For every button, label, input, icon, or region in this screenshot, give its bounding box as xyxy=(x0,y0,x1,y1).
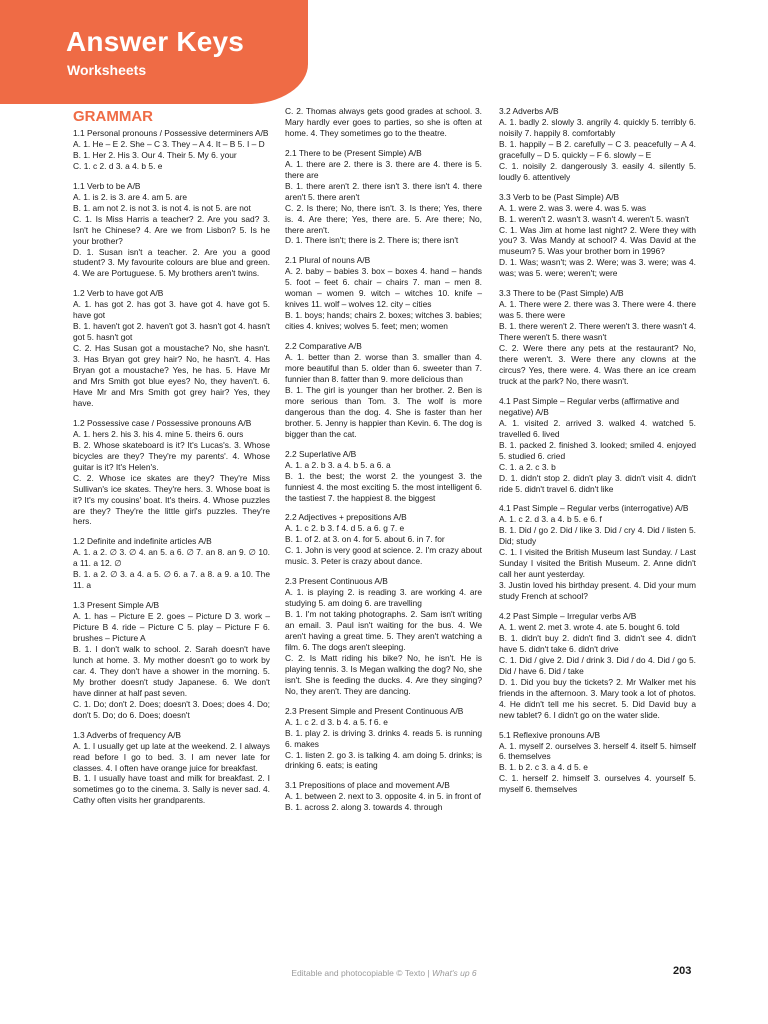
answer-line: B. 1. I don't walk to school. 2. Sarah doesn't have lunch at home. 3. My mother doesn't go to work by car. 4. They don't have a shower in the morning. 5. My brother doesn't study Japanese. 6. We don't have dinner at half past seven. xyxy=(73,643,270,698)
answer-line: A. 1. is 2. is 3. are 4. am 5. are xyxy=(73,191,188,202)
answer-line: C. 1. Is Miss Harris a teacher? 2. Are you sad? 3. Isn't he Chinese? 4. Are we from Lisbon? 5. Is he your brother? xyxy=(73,213,270,246)
answer-block xyxy=(499,730,696,796)
answer-block-title: 1.3 Present Simple A/B xyxy=(73,600,160,611)
answer-block xyxy=(499,396,696,495)
answer-line: B. 1. Her 2. His 3. Our 4. Their 5. My 6. your xyxy=(73,149,237,160)
answer-line: C. 1. Do; don't 2. Does; doesn't 3. Does; does 4. Do; don't 5. Do; do 6. Does; doesn't xyxy=(73,698,270,720)
answer-line: A. 1. has got 2. has got 3. have got 4. have got 5. have got xyxy=(73,299,270,321)
answer-block-title: 2.3 Present Continuous A/B xyxy=(285,576,388,587)
answer-block-title: 3.1 Prepositions of place and movement A/B xyxy=(285,780,450,791)
header-banner xyxy=(0,0,308,104)
column-1 xyxy=(73,108,270,815)
answer-line: A. 1. is playing 2. is reading 3. are working 4. are studying 5. am doing 6. are travelling xyxy=(285,587,482,609)
column-2 xyxy=(285,106,482,822)
answer-line: A. 1. a 2. ∅ 3. ∅ 4. an 5. a 6. ∅ 7. an 8. an 9. ∅ 10. a 11. a 12. ∅ xyxy=(73,547,270,569)
answer-block-title: 3.3 There to be (Past Simple) A/B xyxy=(499,288,624,299)
answer-line: B. 1. I usually have toast and milk for breakfast. 2. I sometimes go to the cinema. 3. Sally is never sad. 4. Cathy often visits her grandparents. xyxy=(73,773,270,806)
answer-line: C. 1. noisily 2. dangerously 3. easily 4. silently 5. loudly 6. attentively xyxy=(499,160,696,182)
answer-line: B. 1. b 2. c 3. a 4. d 5. e xyxy=(499,762,588,773)
answer-block-title: 2.1 There to be (Present Simple) A/B xyxy=(285,147,422,158)
answer-block xyxy=(73,600,270,720)
page-subtitle: Worksheets xyxy=(67,62,147,78)
answer-block-title: 3.3 Verb to be (Past Simple) A/B xyxy=(499,191,620,202)
answer-block xyxy=(499,503,696,602)
answer-line: D. 1. Did you buy the tickets? 2. Mr Walker met his friends in the afternoon. 3. Mary took a lot of photos. 4. He didn't tell me his secret. 5. Did David buy a new tablet? 6. I didn't go on the water slide. xyxy=(499,676,696,720)
answer-line: B. 1. am not 2. is not 3. is not 4. is not 5. are not xyxy=(73,202,251,213)
answer-block xyxy=(73,128,270,172)
answer-line: C. 1. herself 2. himself 3. ourselves 4. yourself 5. myself 6. themselves xyxy=(499,773,696,795)
answer-line: A. 1. visited 2. arrived 3. walked 4. watched 5. travelled 6. lived xyxy=(499,417,696,439)
answer-line: A. 2. baby – babies 3. box – boxes 4. hand – hands 5. foot – feet 6. chair – chairs 7. man – men 8. woman – women 9. witch – witches 10. knife – knives 11. wolf – wolves 12. city – cities xyxy=(285,266,482,310)
answer-line: D. 1. Susan isn't a teacher. 2. Are you a good student? 3. My favourite colours are blue and green. 4. We are Portuguese. 5. My brothers aren't twins. xyxy=(73,246,270,279)
answer-block-title: 2.2 Superlative A/B xyxy=(285,448,357,459)
page-number: 203 xyxy=(673,965,692,977)
answer-line: C. 2. Is there; No, there isn't. 3. Is there; Yes, there is. 4. Are there; Yes, there are. 5. Are there; No, there aren't. xyxy=(285,202,482,235)
answer-line: C. 1. c 2. d 3. a 4. b 5. e xyxy=(73,160,163,171)
column-3 xyxy=(499,106,696,804)
answer-block xyxy=(499,106,696,183)
answer-line: A. 1. c 2. b 3. f 4. d 5. a 6. g 7. e xyxy=(285,523,405,534)
answer-line: A. 1. were 2. was 3. were 4. was 5. was xyxy=(499,202,647,213)
answer-block xyxy=(73,288,270,408)
answer-block-title: 1.3 Adverbs of frequency A/B xyxy=(73,729,182,740)
answer-line: C. 1. Was Jim at home last night? 2. Were they with you? 3. Was Mandy at school? 4. Was David at the museum? 5. Was your brother born in 1996? xyxy=(499,224,696,257)
answer-line: C. 1. Did / give 2. Did / drink 3. Did / do 4. Did / go 5. Did / have 6. Did / take xyxy=(499,654,696,676)
answer-line: C. 1. a 2. c 3. b xyxy=(499,461,556,472)
answer-block-title: 1.1 Personal pronouns / Possessive determiners A/B xyxy=(73,128,269,138)
answer-block-title: 4.1 Past Simple – Regular verbs (interrogative) A/B xyxy=(499,503,689,514)
answer-block xyxy=(285,106,482,139)
answer-line: A. 1. has – Picture E 2. goes – Picture D 3. work – Picture B 4. ride – Picture C 5. play – Picture F 6. brushes – Picture A xyxy=(73,611,270,644)
answer-block-title: 2.2 Comparative A/B xyxy=(285,341,362,352)
answer-line: B. 1. there weren't 2. There weren't 3. there wasn't 4. There weren't 5. there wasn't xyxy=(499,321,696,343)
answer-block xyxy=(499,192,696,280)
footer-book-title: What's up 6 xyxy=(432,968,477,978)
answer-line: B. 1. I'm not taking photographs. 2. Sam isn't writing an email. 3. Paul isn't waiting for the bus. 4. We aren't having a great time. 5. They aren't watching a film. 6. The dogs aren't sleeping. xyxy=(285,609,482,652)
answer-line: C. 1. listen 2. go 3. is talking 4. am doing 5. drinks; is drinking 6. eats; is eating xyxy=(285,749,482,771)
answer-line: C. 2. Thomas always gets good grades at school. 3. Mary hardly ever goes to parties, so she is often at home. 4. They sometimes go to the theatre. xyxy=(285,106,482,138)
answer-line: A. 1. a 2. b 3. a 4. b 5. a 6. a xyxy=(285,459,391,470)
answer-line: B. 1. packed 2. finished 3. looked; smiled 4. enjoyed 5. studied 6. cried xyxy=(499,439,696,461)
answer-line: B. 1. haven't got 2. haven't got 3. hasn't got 4. hasn't got 5. hasn't got xyxy=(73,321,270,343)
answer-line: C. 2. Has Susan got a moustache? No, she hasn't. 3. Has Bryan got grey hair? No, he hasn't. 4. Has Bryan got a moustache? Yes, he has. 5. Have Mr and Mrs Smith got blue eyes? No, they haven't. 6. Have Mr and Mrs Smith got grey hair? Yes, they have. xyxy=(73,343,270,408)
answer-line: C. 1. John is very good at science. 2. I'm crazy about music. 3. Peter is crazy about dance. xyxy=(285,545,482,567)
answer-line: A. 1. c 2. d 3. a 4. b 5. e 6. f xyxy=(499,514,602,525)
answer-block xyxy=(73,181,270,280)
section-title: GRAMMAR xyxy=(73,108,153,125)
answer-line: B. 2. Whose skateboard is it? It's Lucas's. 3. Whose bicycles are they? They're my parents'. 4. Whose guitar is it? It's Helen's. xyxy=(73,439,270,472)
answer-block xyxy=(285,706,482,772)
answer-block xyxy=(285,449,482,504)
answer-line: B. 1. the best; the worst 2. the youngest 3. the funniest 4. the most exciting 5. the most intelligent 6. the tastiest 7. the happiest 8. the biggest xyxy=(285,470,482,503)
answer-line: 3. Justin loved his birthday present. 4. Did your mum study French at school? xyxy=(499,580,696,602)
footer xyxy=(0,968,768,978)
answer-block xyxy=(285,512,482,567)
answer-line: D. 1. There isn't; there is 2. There is; there isn't xyxy=(285,235,459,246)
answer-block xyxy=(285,576,482,696)
answer-block xyxy=(499,611,696,721)
answer-block-title: 3.2 Adverbs A/B xyxy=(499,106,559,116)
answer-block-title: 2.1 Plural of nouns A/B xyxy=(285,255,371,266)
answer-block-title: 1.2 Verb to have got A/B xyxy=(73,288,164,299)
answer-line: A. 1. I usually get up late at the weekend. 2. I always read before I go to bed. 3. I am never late for classes. 4. I often have orange juice for breakfast. xyxy=(73,740,270,773)
answer-line: A. 1. myself 2. ourselves 3. herself 4. itself 5. himself 6. themselves xyxy=(499,740,696,762)
answer-line: C. 2. Whose ice skates are they? They're Miss Sullivan's ice skates. They're hers. 3. Whose boat is it? It's my cousins' boat. It's theirs. 4. Whose puzzles are they? They're the little girl's puzzles. They're hers. xyxy=(73,472,270,527)
answer-line: B. 1. The girl is younger than her brother. 2. Ben is more serious than Tom. 3. The wolf is more dangerous than the dog. 4. She is faster than her brother. 5. Jenny is happier than Kevin. 6. The dog is bigger than the cat. xyxy=(285,384,482,439)
answer-block-title: 1.1 Verb to be A/B xyxy=(73,180,141,191)
answer-line: B. 1. happily – B 2. carefully – C 3. peacefully – A 4. gracefully – D 5. quickly – F 6. slowly – E xyxy=(499,138,696,160)
answer-line: A. 1. There were 2. there was 3. There were 4. there was 5. there were xyxy=(499,299,696,321)
answer-line: C. 2. Were there any pets at the restaurant? No, there weren't. 3. Were there any clowns at the circus? Yes, there were. 4. Was there an ice cream truck at the park? No, there wasn't. xyxy=(499,343,696,386)
answer-line: A. 1. better than 2. worse than 3. smaller than 4. more beautiful than 5. older than 6. sweeter than 7. funnier than 8. fatter than 9. more delicious than xyxy=(285,352,482,384)
answer-block-title: 4.1 Past Simple – Regular verbs (affirmative and negative) A/B xyxy=(499,395,679,417)
footer-separator: | xyxy=(427,968,430,978)
answer-line: B. 1. there aren't 2. there isn't 3. there isn't 4. there aren't 5. there aren't xyxy=(285,180,482,202)
answer-line: B. 1. Did / go 2. Did / like 3. Did / cry 4. Did / listen 5. Did; study xyxy=(499,525,696,547)
answer-block xyxy=(285,780,482,813)
footer-copyright: Editable and photocopiable © Texto xyxy=(291,968,426,978)
answer-block-title: 1.2 Possessive case / Possessive pronouns A/B xyxy=(73,417,252,428)
answer-line: B. 1. of 2. at 3. on 4. for 5. about 6. in 7. for xyxy=(285,534,445,545)
answer-line: A. 1. He – E 2. She – C 3. They – A 4. It – B 5. I – D xyxy=(73,138,265,149)
answer-line: B. 1. across 2. along 3. towards 4. through xyxy=(285,802,443,813)
answer-line: A. 1. c 2. d 3. b 4. a 5. f 6. e xyxy=(285,716,388,727)
answer-line: D. 1. Was; wasn't; was 2. Were; was 3. were; was 4. was; was 5. were; weren't; were xyxy=(499,257,696,279)
answer-block xyxy=(499,288,696,387)
answer-block xyxy=(285,255,482,332)
answer-line: A. 1. between 2. next to 3. opposite 4. in 5. in front of xyxy=(285,791,482,802)
answer-block xyxy=(73,536,270,591)
answer-line: B. 1. weren't 2. wasn't 3. wasn't 4. weren't 5. wasn't xyxy=(499,213,690,224)
answer-line: B. 1. play 2. is driving 3. drinks 4. reads 5. is running 6. makes xyxy=(285,727,482,749)
answer-block-title: 2.2 Adjectives + prepositions A/B xyxy=(285,512,407,523)
answer-line: A. 1. there are 2. there is 3. there are 4. there is 5. there are xyxy=(285,158,482,180)
answer-line: C. 1. I visited the British Museum last Sunday. / Last Sunday I visited the British Museum. 2. Anne didn't call her aunt yesterday. xyxy=(499,547,696,580)
answer-line: B. 1. a 2. ∅ 3. a 4. a 5. ∅ 6. a 7. a 8. a 9. a 10. The 11. a xyxy=(73,569,270,591)
answer-line: A. 1. hers 2. his 3. his 4. mine 5. theirs 6. ours xyxy=(73,428,244,439)
answer-line: A. 1. badly 2. slowly 3. angrily 4. quickly 5. terribly 6. noisily 7. happily 8. comfortably xyxy=(499,116,696,138)
answer-block-title: 2.3 Present Simple and Present Continuous A/B xyxy=(285,705,464,716)
answer-block xyxy=(285,341,482,440)
answer-block xyxy=(73,730,270,807)
answer-block-title: 4.2 Past Simple – Irregular verbs A/B xyxy=(499,611,637,622)
page-title: Answer Keys xyxy=(66,26,245,57)
answer-block xyxy=(285,148,482,247)
answer-line: D. 1. didn't stop 2. didn't play 3. didn't visit 4. didn't ride 5. didn't travel 6. didn't like xyxy=(499,472,696,494)
answer-line: A. 1. went 2. met 3. wrote 4. ate 5. bought 6. told xyxy=(499,621,680,632)
answer-line: C. 2. Is Matt riding his bike? No, he isn't. He is playing tennis. 3. Is Megan walking the dog? No, she isn't. She is feeding the ducks. 4. Are they singing? No, they aren't. They are dancing. xyxy=(285,652,482,696)
answer-block xyxy=(73,418,270,528)
answer-line: B. 1. didn't buy 2. didn't find 3. didn't see 4. didn't have 5. didn't take 6. didn't drive xyxy=(499,632,696,654)
answer-block-title: 1.2 Definite and indefinite articles A/B xyxy=(73,536,212,547)
answer-line: B. 1. boys; hands; chairs 2. boxes; witches 3. babies; cities 4. knives; wolves 5. feet; men; women xyxy=(285,310,482,332)
answer-block-title: 5.1 Reflexive pronouns A/B xyxy=(499,729,601,740)
